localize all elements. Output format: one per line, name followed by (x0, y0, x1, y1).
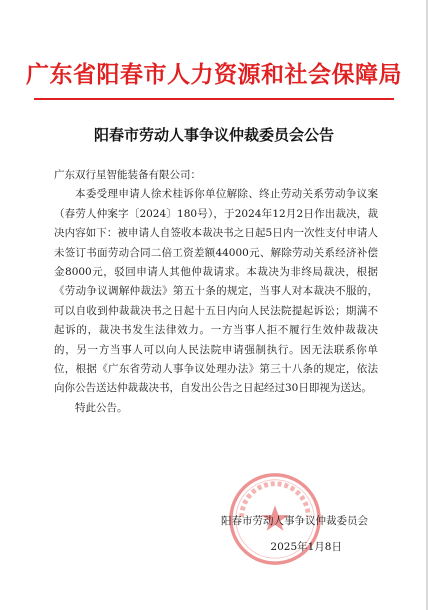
closing-line: 特此公告。 (75, 401, 128, 414)
org-header-title: 广东省阳春市人力资源和社会保障局 (26, 61, 402, 88)
header-red-rule (34, 98, 394, 100)
signing-date: 2025年1月8日 (270, 541, 342, 553)
announcement-body (54, 166, 378, 418)
body-paragraph: 本委受理申请人徐术桂诉你单位解除、终止劳动关系劳动争议案（春劳人仲案字〔2024〕180号），于2024年12月2日作出裁决，裁决内容如下：被申请人自签收本裁决书之日起5日内一次性支付申请人未签订书面劳动合同二倍工资差额44000元、解除劳动关系经济补偿金8000元，驳回申请人其他仲裁请求。本裁决为非终局裁决，根据《劳动争议调解仲裁法》第五十条的规定，当事人对本裁决不服的，可以自收到仲裁裁决书之日起十五日内向人民法院提起诉讼；期满不起诉的，裁决书发生法律效力。一方当事人拒不履行生效仲裁裁决的，另一方当事人可以向人民法院申请强制执行。因无法联系你单位，根据《广东省劳动人事争议处理办法》第三十八条的规定，依法向你公告送达仲裁裁决书，自发出公告之日起经过30日即视为送达。 (54, 188, 378, 395)
signing-org: 阳春市劳动人事争议仲裁委员会 (221, 515, 368, 527)
addressee: 广东双行星智能装备有限公司： (54, 169, 201, 181)
announcement-title: 阳春市劳动人事争议仲裁委员会公告 (93, 126, 334, 144)
signature-block (221, 511, 368, 557)
